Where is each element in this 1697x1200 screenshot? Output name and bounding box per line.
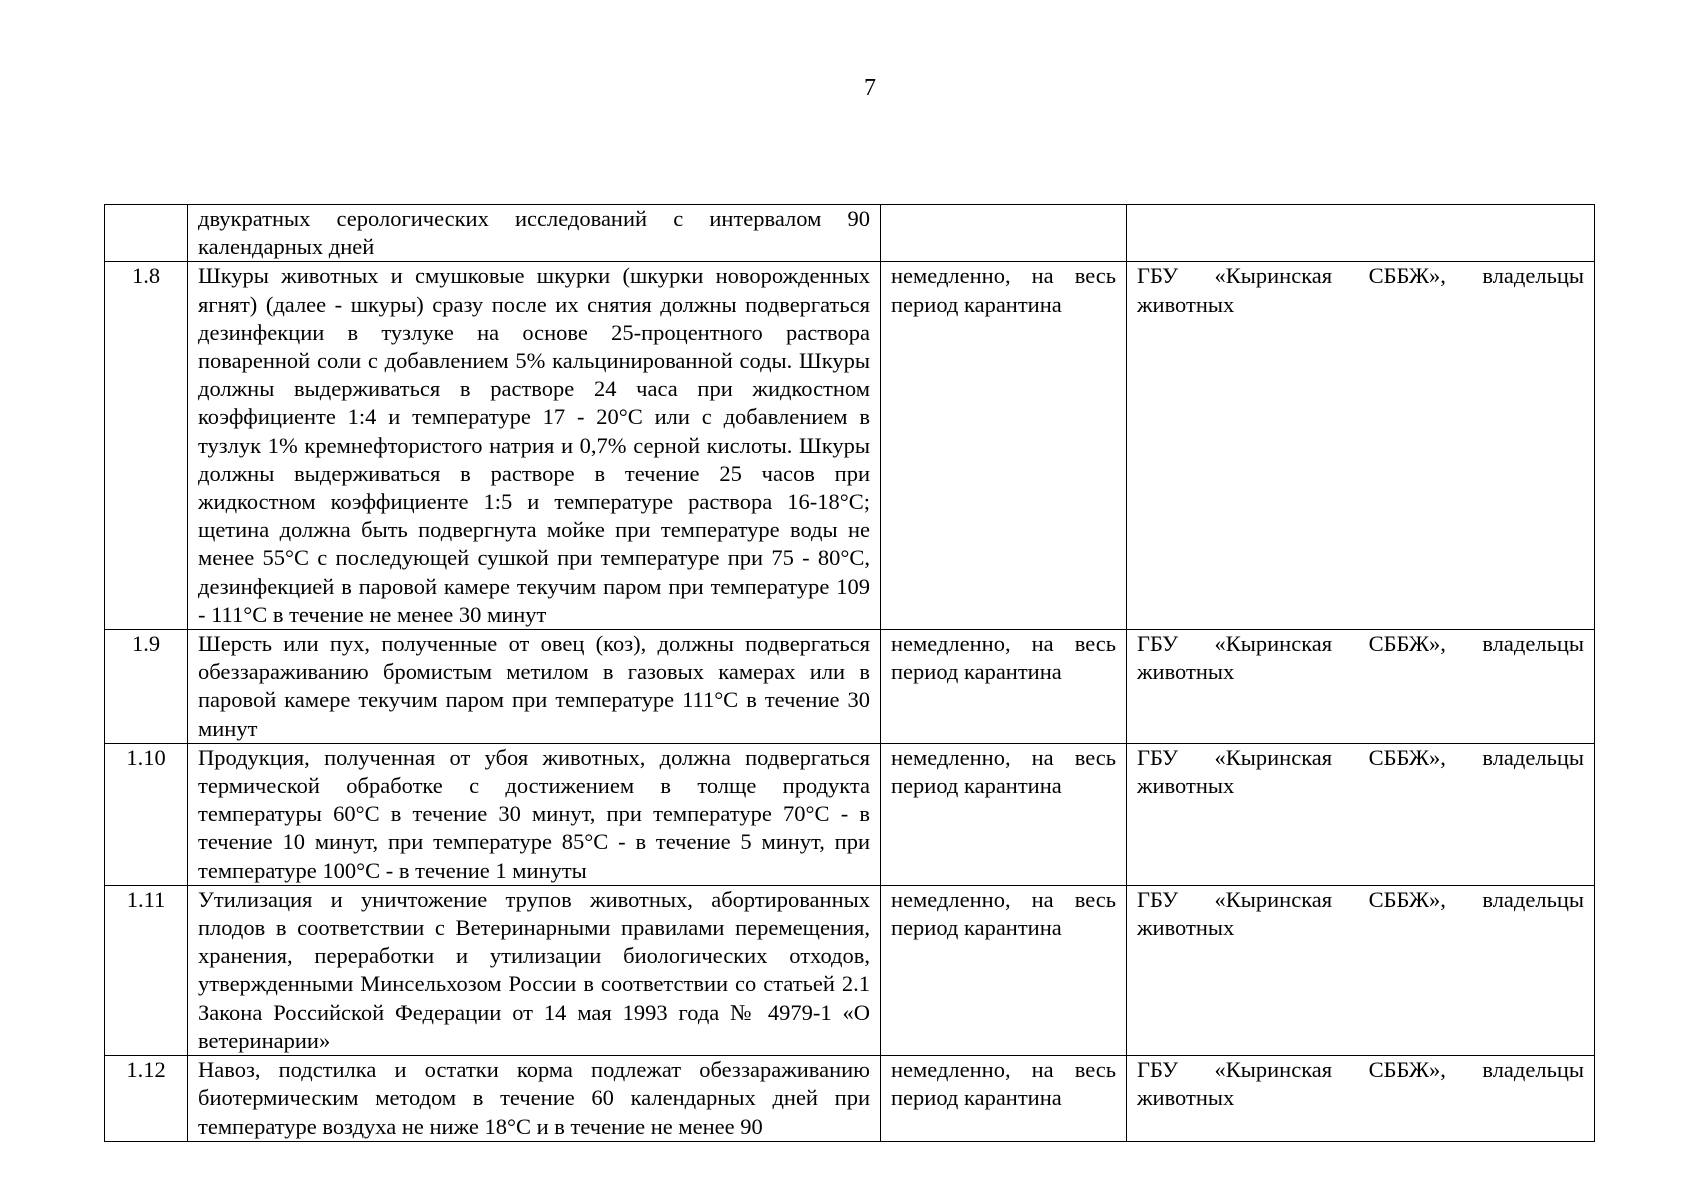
page-number: 7 bbox=[864, 75, 876, 101]
row-number: 1.12 bbox=[105, 1056, 188, 1142]
measure-responsible: ГБУ «Кыринская СББЖ», владельцы животных bbox=[1127, 630, 1595, 744]
measure-text: двукратных серологических исследований с интервалом 90 календарных дней bbox=[188, 205, 881, 262]
row-number: 1.11 bbox=[105, 885, 188, 1055]
table-row bbox=[105, 262, 1595, 630]
row-number: 1.8 bbox=[105, 262, 188, 630]
row-number: 1.10 bbox=[105, 743, 188, 885]
measure-text: Продукция, полученная от убоя животных, должна подвергаться термической обработке с достижением в толще продукта температуры 60°С в течение 30 минут, при температуре 70°С - в течение 10 минут, при температуре 85°С - в течение 5 минут, при температуре 100°С - в течение 1 минуты bbox=[188, 743, 881, 885]
table-row bbox=[105, 205, 1595, 262]
measure-text: Утилизация и уничтожение трупов животных, абортированных плодов в соответствии с Ветеринарными правилами перемещения, хранения, переработки и утилизации биологических отходов, утвержденными Минсельхозом России в соответствии со статьей 2.1 Закона Российской Федерации от 14 мая 1993 года № 4979-1 «О ветеринарии» bbox=[188, 885, 881, 1055]
measure-term bbox=[881, 205, 1127, 262]
measure-responsible: ГБУ «Кыринская СББЖ», владельцы животных bbox=[1127, 1056, 1595, 1142]
measure-term: немедленно, на весь период карантина bbox=[881, 743, 1127, 885]
table-row bbox=[105, 1056, 1595, 1142]
measure-responsible: ГБУ «Кыринская СББЖ», владельцы животных bbox=[1127, 262, 1595, 630]
measure-term: немедленно, на весь период карантина bbox=[881, 630, 1127, 744]
measure-text: Шкуры животных и смушковые шкурки (шкурки новорожденных ягнят) (далее - шкуры) сразу после их снятия должны подвергаться дезинфекции в тузлуке на основе 25-процентного раствора поваренной соли с добавлением 5% кальцинированной соды. Шкуры должны выдерживаться в растворе 24 часа при жидкостном коэффициенте 1:4 и температуре 17 - 20°С или с добавлением в тузлук 1% кремнефтористого натрия и 0,7% серной кислоты. Шкуры должны выдерживаться в растворе в течение 25 часов при жидкостном коэффициенте 1:5 и температуре раствора 16-18°С; щетина должна быть подвергнута мойке при температуре воды не менее 55°С с последующей сушкой при температуре при 75 - 80°С, дезинфекцией в паровой камере текучим паром при температуре 109 - 111°С в течение не менее 30 минут bbox=[188, 262, 881, 630]
measure-term: немедленно, на весь период карантина bbox=[881, 1056, 1127, 1142]
row-number: 1.9 bbox=[105, 630, 188, 744]
table-row bbox=[105, 630, 1595, 744]
measure-term: немедленно, на весь период карантина bbox=[881, 885, 1127, 1055]
measure-term: немедленно, на весь период карантина bbox=[881, 262, 1127, 630]
measure-text: Шерсть или пух, полученные от овец (коз), должны подвергаться обеззараживанию бромистым метилом в газовых камерах или в паровой камере текучим паром при температуре 111°С в течение 30 минут bbox=[188, 630, 881, 744]
row-number bbox=[105, 205, 188, 262]
measure-responsible bbox=[1127, 205, 1595, 262]
measure-responsible: ГБУ «Кыринская СББЖ», владельцы животных bbox=[1127, 885, 1595, 1055]
table-row bbox=[105, 743, 1595, 885]
table-row bbox=[105, 885, 1595, 1055]
measure-text: Навоз, подстилка и остатки корма подлежат обеззараживанию биотермическим методом в течение 60 календарных дней при температуре воздуха не ниже 18°С и в течение не менее 90 bbox=[188, 1056, 881, 1142]
measure-responsible: ГБУ «Кыринская СББЖ», владельцы животных bbox=[1127, 743, 1595, 885]
measures-table bbox=[104, 204, 1595, 1142]
